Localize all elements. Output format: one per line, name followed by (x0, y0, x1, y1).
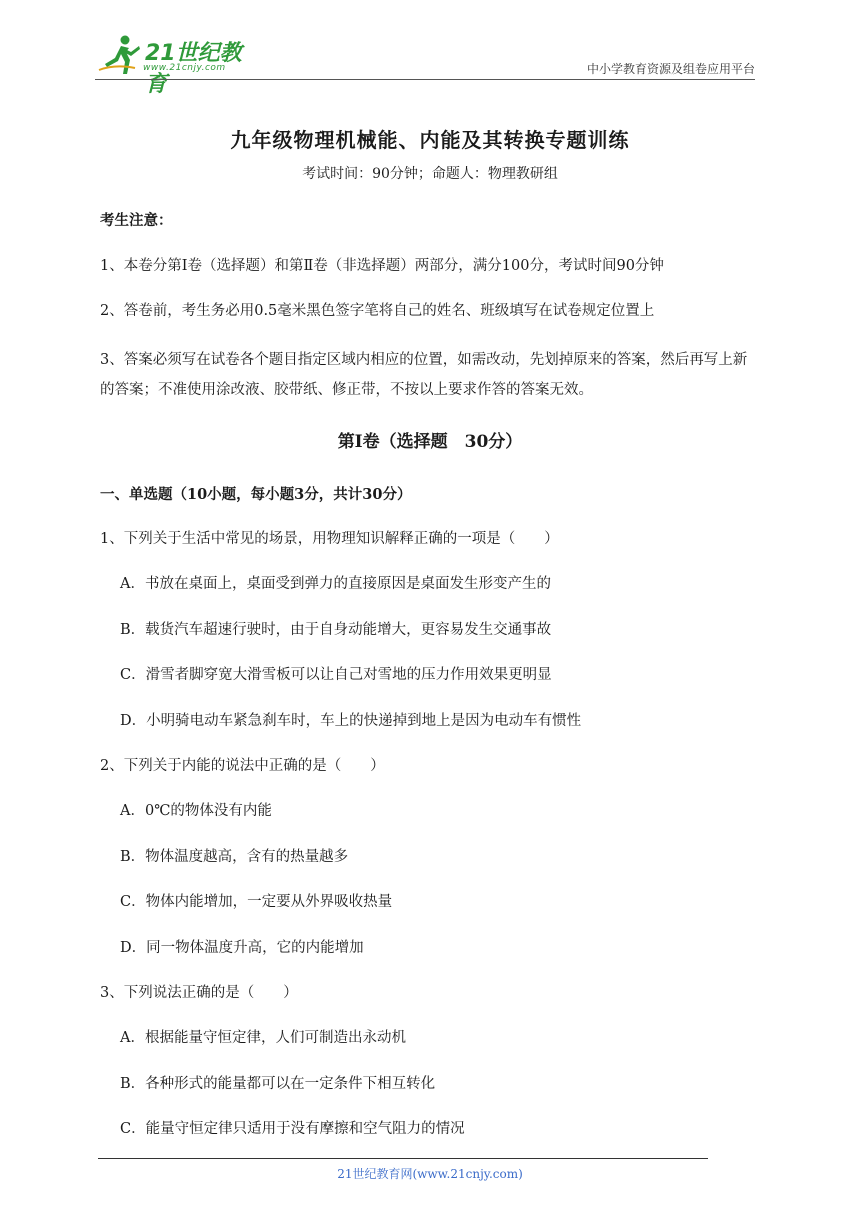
logo-text: 21世纪教育 (145, 41, 242, 97)
exam-subtitle: 考试时间：90分钟；命题人：物理教研组 (302, 166, 558, 182)
notice-item: 2、答卷前，考生务必用0.5毫米黑色签字笔将自己的姓名、班级填写在试卷规定位置上 (100, 303, 655, 319)
question-option: A．根据能量守恒定律，人们可制造出永动机 (120, 1030, 406, 1046)
question-stem: 3、下列说法正确的是（ ） (100, 985, 298, 1001)
question-option: B．各种形式的能量都可以在一定条件下相互转化 (120, 1076, 436, 1092)
notice-item: 1、本卷分第I卷（选择题）和第Ⅱ卷（非选择题）两部分，满分100分，考试时间90分钟 (100, 258, 664, 274)
question-option: D．同一物体温度升高，它的内能增加 (120, 940, 364, 956)
logo (95, 34, 255, 97)
logo-url: www.21cnjy.com (143, 63, 226, 73)
exam-title: 九年级物理机械能、内能及其转换专题训练 (230, 128, 630, 152)
header-platform-text: 中小学教育资源及组卷应用平台 (586, 62, 755, 76)
footer-divider (98, 1158, 708, 1159)
notice-heading: 考生注意： (100, 212, 173, 229)
question-option: A．0℃的物体没有内能 (120, 803, 272, 819)
notice-item: 3、答案必须写在试卷各个题目指定区域内相应的位置，如需改动，先划掉原来的答案，然后再写上新的答案；不准使用涂改液、胶带纸、修正带，不按以上要求作答的答案无效。 (100, 352, 748, 398)
question-option: C．滑雪者脚穿宽大滑雪板可以让自己对雪地的压力作用效果更明显 (120, 667, 552, 683)
runner-logo-icon (95, 34, 143, 76)
question-option: A．书放在桌面上，桌面受到弹力的直接原因是桌面发生形变产生的 (120, 576, 551, 592)
page-header (95, 30, 755, 97)
question-option: C．能量守恒定律只适用于没有摩擦和空气阻力的情况 (120, 1121, 465, 1137)
question-stem: 1、下列关于生活中常见的场景，用物理知识解释正确的一项是（ ） (100, 531, 559, 547)
footer-link[interactable]: 21世纪教育网(www.21cnjy.com) (337, 1167, 523, 1181)
question-option: B．载货汽车超速行驶时，由于自身动能增大，更容易发生交通事故 (120, 622, 552, 638)
question-option: C．物体内能增加，一定要从外界吸收热量 (120, 894, 393, 910)
question-stem: 2、下列关于内能的说法中正确的是（ ） (100, 758, 385, 774)
header-divider (95, 79, 755, 80)
section-title: 第I卷（选择题 30分） (337, 432, 523, 452)
question-option: B．物体温度越高，含有的热量越多 (120, 849, 349, 865)
part-heading: 一、单选题（10小题，每小题3分，共计30分） (100, 486, 412, 503)
question-option: D．小明骑电动车紧急刹车时，车上的快递掉到地上是因为电动车有惯性 (120, 713, 582, 729)
